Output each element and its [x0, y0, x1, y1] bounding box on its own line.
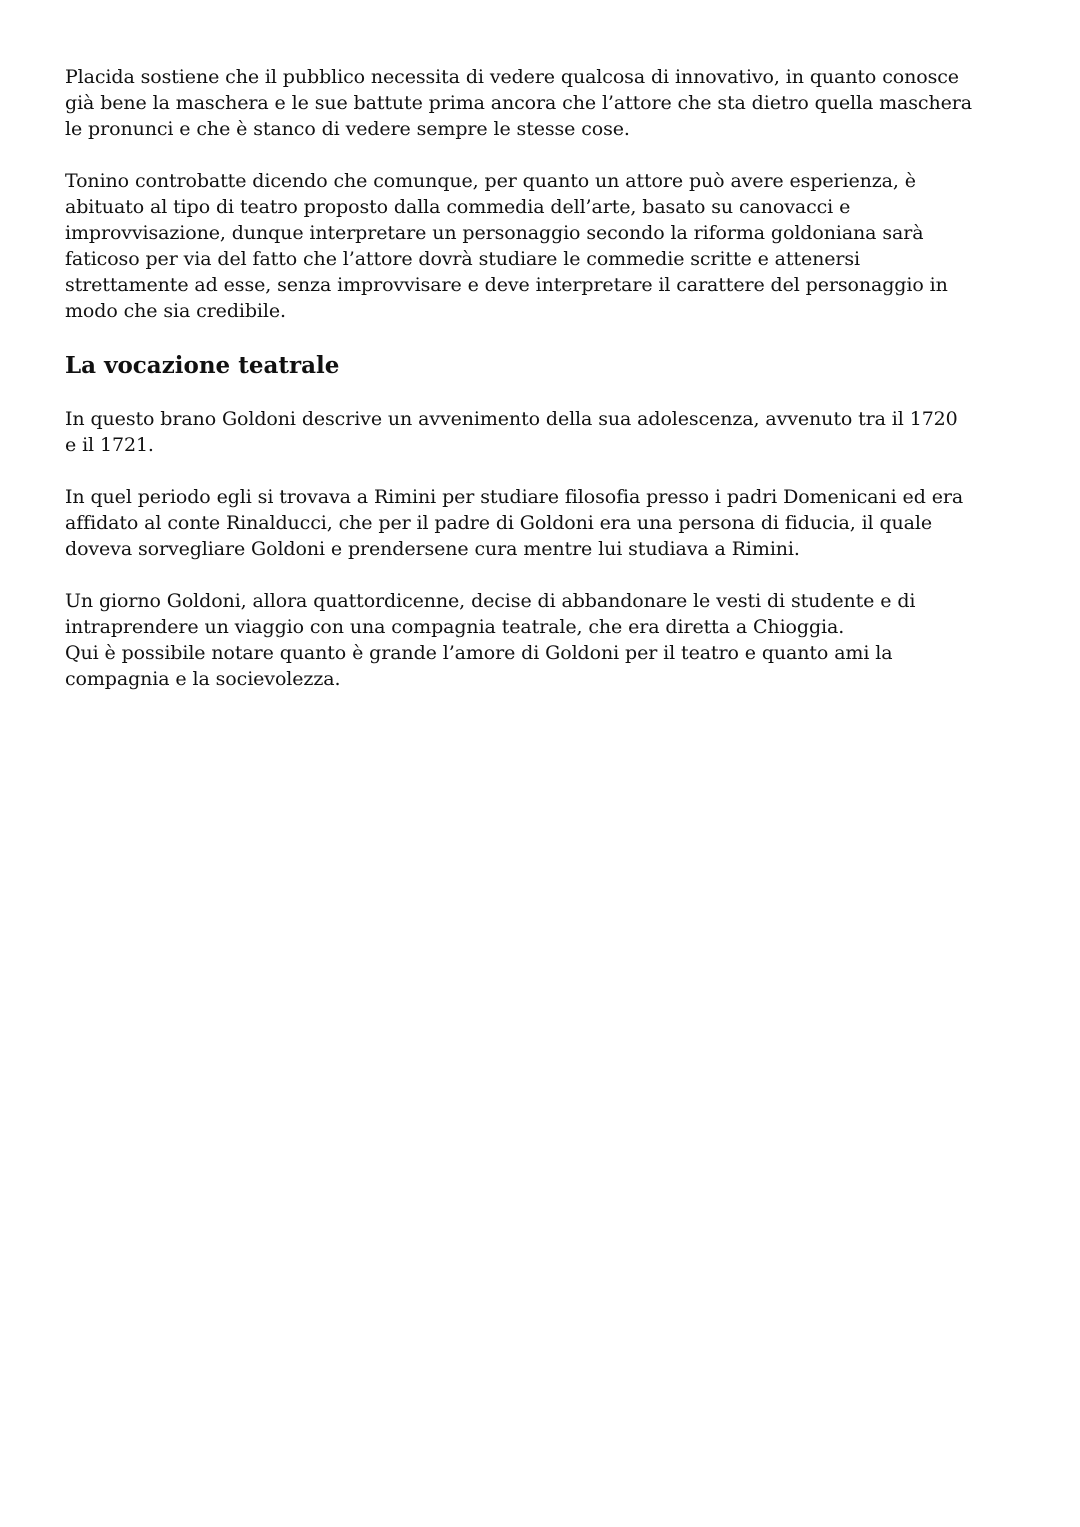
paragraph-rimini — [65, 484, 1015, 562]
text-line: In quel periodo egli si trovava a Rimini per studiare filosofia presso i padri Domenicani ed era — [65, 486, 964, 508]
text-line: Tonino controbatte dicendo che comunque, per quanto un attore può avere esperienza, è — [65, 170, 916, 192]
text-line: già bene la maschera e le sue battute prima ancora che l’attore che sta dietro quella maschera — [65, 92, 972, 114]
text-line: doveva sorvegliare Goldoni e prendersene cura mentre lui studiava a Rimini. — [65, 538, 800, 560]
paragraph-tonino — [65, 168, 1015, 324]
text-line: modo che sia credibile. — [65, 300, 286, 322]
text-line: compagnia e la socievolezza. — [65, 668, 341, 690]
text-line: le pronunci e che è stanco di vedere sempre le stesse cose. — [65, 118, 630, 140]
text-line: intraprendere un viaggio con una compagnia teatrale, che era diretta a Chioggia. — [65, 616, 845, 638]
text-line: e il 1721. — [65, 434, 154, 456]
text-line: faticoso per via del fatto che l’attore dovrà studiare le commedie scritte e attenersi — [65, 248, 861, 270]
text-line: strettamente ad esse, senza improvvisare e deve interpretare il carattere del personaggio in — [65, 274, 948, 296]
text-line: abituato al tipo di teatro proposto dalla commedia dell’arte, basato su canovacci e — [65, 196, 851, 218]
text-line: In questo brano Goldoni descrive un avvenimento della sua adolescenza, avvenuto tra il 1720 — [65, 408, 958, 430]
text-line: Un giorno Goldoni, allora quattordicenne, decise di abbandonare le vesti di studente e di — [65, 590, 916, 612]
text-line: Qui è possibile notare quanto è grande l’amore di Goldoni per il teatro e quanto ami la — [65, 642, 893, 664]
text-line: improvvisazione, dunque interpretare un personaggio secondo la riforma goldoniana sarà — [65, 222, 924, 244]
paragraph-brano — [65, 406, 1015, 458]
paragraph-chioggia — [65, 588, 1015, 692]
document-body — [65, 64, 1015, 718]
text-line: Placida sostiene che il pubblico necessita di vedere qualcosa di innovativo, in quanto conosce — [65, 66, 959, 88]
section-heading: La vocazione teatrale — [65, 352, 340, 379]
paragraph-placida — [65, 64, 1015, 142]
text-line: affidato al conte Rinalducci, che per il padre di Goldoni era una persona di fiducia, il quale — [65, 512, 933, 534]
